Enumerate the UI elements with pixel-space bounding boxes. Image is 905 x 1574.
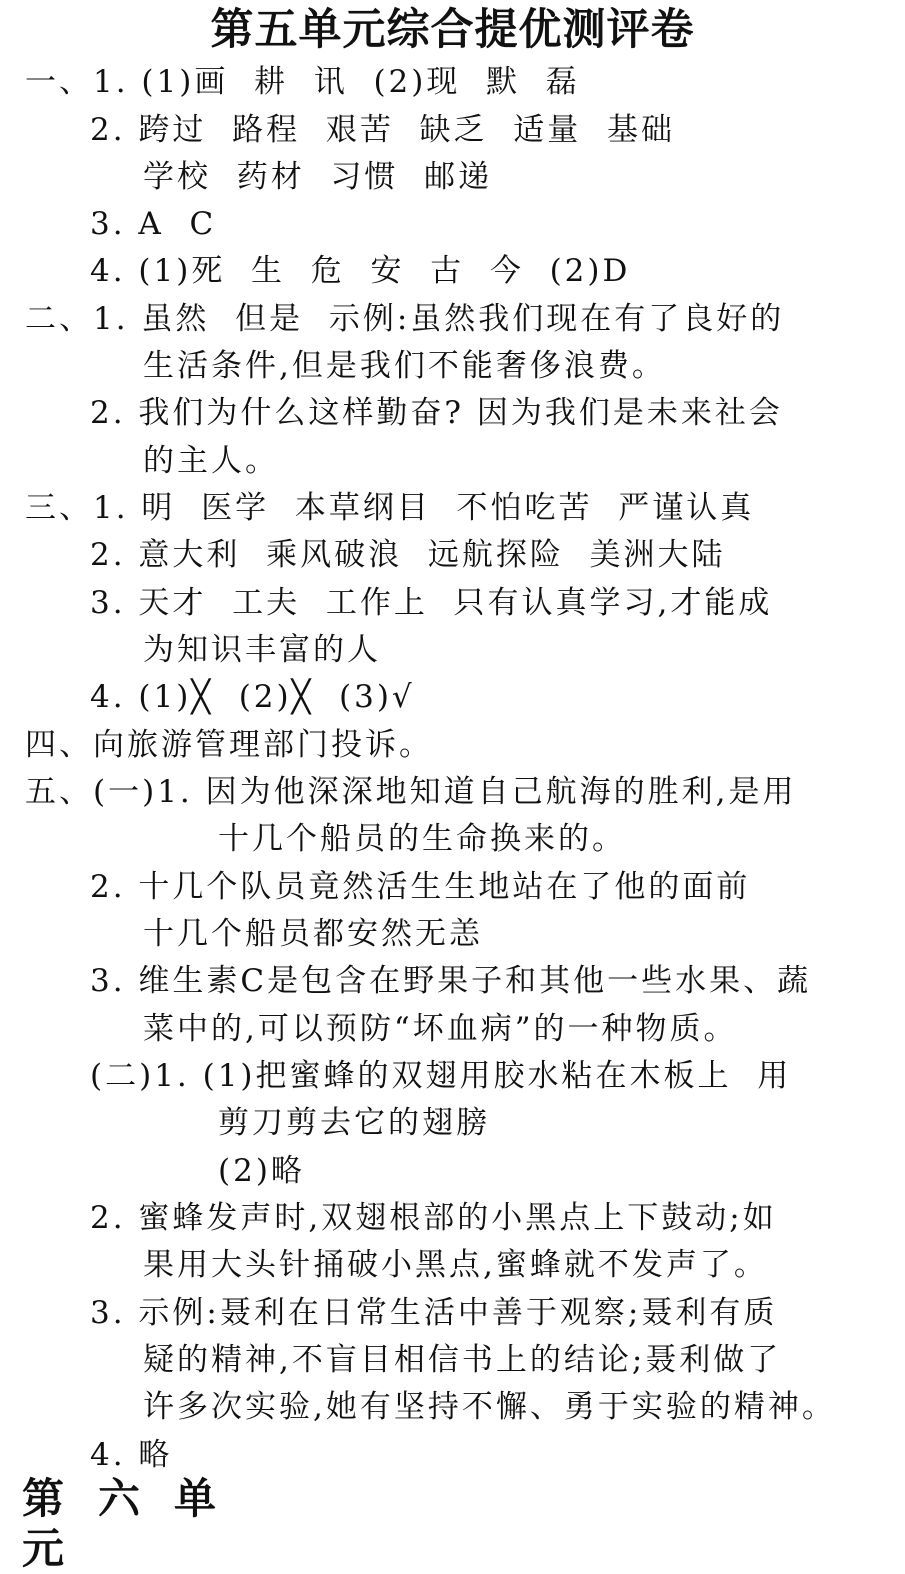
answer-line: 十几个船员的生命换来的。: [218, 821, 626, 857]
next-section-heading-text: 第六单元: [22, 1474, 251, 1573]
answer-line: 为知识丰富的人: [143, 632, 381, 668]
answer-line: (2)略: [218, 1153, 305, 1189]
answer-line: 生活条件,但是我们不能奢侈浪费。: [143, 348, 666, 384]
answer-line: 五、(一)1. 因为他深深地知道自己航海的胜利,是用: [25, 774, 797, 810]
answer-line: 学校 药材 习惯 邮递: [143, 159, 493, 195]
answer-line: 一、1. (1)画 耕 讯 (2)现 默 磊: [25, 64, 580, 100]
answer-line: 三、1. 明 医学 本草纲目 不怕吃苦 严谨认真: [25, 490, 755, 526]
next-section-heading-cut: [22, 1474, 322, 1573]
answer-line: 4. (1)╳ (2)╳ (3)√: [90, 679, 415, 715]
answer-line: 果用大头针捅破小黑点,蜜蜂就不发声了。: [143, 1247, 768, 1283]
answer-line: 3. 示例:聂利在日常生活中善于观察;聂利有质: [90, 1295, 778, 1331]
answer-line: 2. 跨过 路程 艰苦 缺乏 适量 基础: [90, 112, 675, 148]
page-title: 第五单元综合提优测评卷: [210, 5, 695, 55]
answer-line: 3. A C: [90, 206, 217, 242]
answer-line: 剪刀剪去它的翅膀: [218, 1105, 490, 1141]
answer-line: 4. (1)死 生 危 安 古 今 (2)D: [90, 253, 631, 289]
answer-line: 疑的精神,不盲目相信书上的结论;聂利做了: [143, 1342, 782, 1378]
answer-line: 3. 维生素C是包含在野果子和其他一些水果、蔬: [90, 963, 812, 999]
answer-line: 3. 天才 工夫 工作上 只有认真学习,才能成: [90, 585, 773, 621]
answer-line: 许多次实验,她有坚持不懈、勇于实验的精神。: [143, 1389, 836, 1425]
answer-line: 的主人。: [143, 443, 279, 479]
answer-line: 菜中的,可以预防“坏血病”的一种物质。: [143, 1011, 738, 1047]
answer-line: (二)1. (1)把蜜蜂的双翅用胶水粘在木板上 用: [90, 1058, 792, 1094]
answer-line: 十几个船员都安然无恙: [143, 916, 483, 952]
answer-line: 2. 十几个队员竟然活生生地站在了他的面前: [90, 869, 751, 905]
answer-line: 四、向旅游管理部门投诉。: [25, 727, 433, 763]
answer-line: 2. 蜜蜂发声时,双翅根部的小黑点上下鼓动;如: [90, 1200, 777, 1236]
answer-line: 二、1. 虽然 但是 示例:虽然我们现在有了良好的: [25, 301, 785, 337]
answer-line: 2. 我们为什么这样勤奋? 因为我们是未来社会: [90, 395, 783, 431]
answer-line: 4. 略: [90, 1437, 173, 1473]
answer-line: 2. 意大利 乘风破浪 远航探险 美洲大陆: [90, 537, 726, 573]
